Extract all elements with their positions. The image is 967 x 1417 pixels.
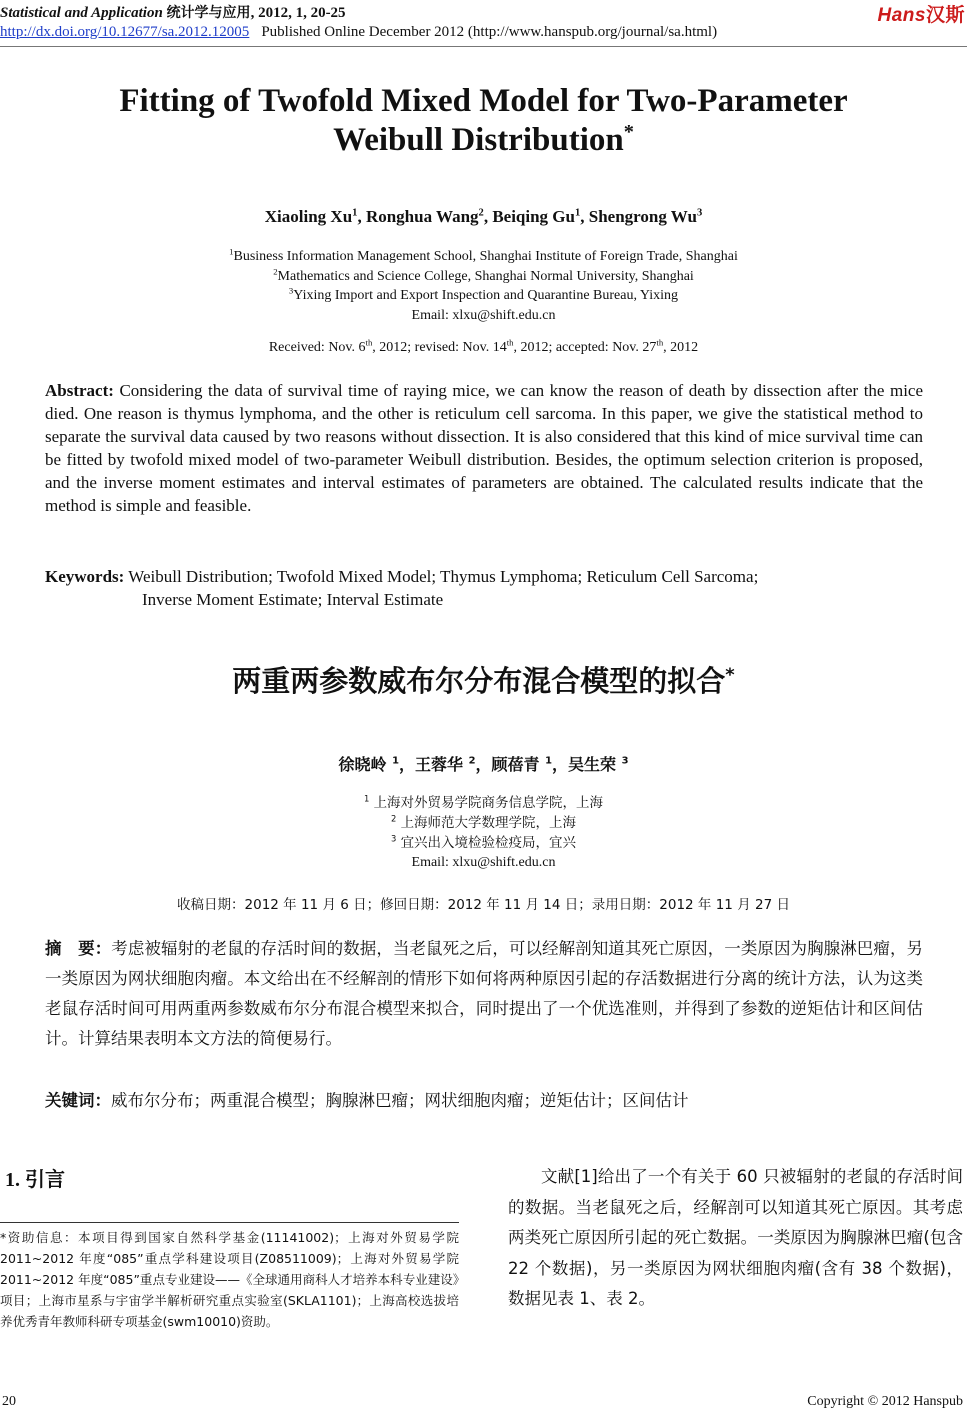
doi-link[interactable]: http://dx.doi.org/10.12677/sa.2012.12005 xyxy=(0,24,250,40)
keywords-label-cn: 关键词： xyxy=(45,1091,111,1110)
journal-name: Statistical and Application xyxy=(0,5,163,21)
author-list-cn: 徐晓岭 $^1$，王蓉华 $^2$，顾蓓青 $^1$，吴生荣 $^3$ xyxy=(338,755,629,774)
published-online: Published Online December 2012 (http://www.hanspub.org/journal/sa.html) xyxy=(261,24,718,40)
title-footnote-mark-cn: * xyxy=(725,664,735,686)
keywords-text-1: Weibull Distribution; Twofold Mixed Model; Thymus Lymphoma; Reticulum Cell Sarcoma; xyxy=(128,567,759,586)
received-dates-cn: 收稿日期：2012 年 11 月 6 日；修回日期：2012 年 11 月 14 日；录用日期：2012 年 11 月 27 日 xyxy=(177,897,790,913)
affiliation-3: $^3$Yixing Import and Export Inspection and Quarantine Bureau, Yixing xyxy=(288,285,679,303)
author-cn: 王蓉华 xyxy=(414,755,463,774)
abstract-text-cn: 考虑被辐射的老鼠的存活时间的数据，当老鼠死之后，可以经解剖知道其死亡原因，一类原因为胸腺淋巴瘤，另一类原因为网状细胞肉瘤。本文给出在不经解剖的情形下如何将两种原因引起的存活数据进行分离的统计方法，认为这类老鼠存活时间可用两重两参数威布尔分布混合模型来拟合，同时提出了一个优选准则，并得到了参数的逆矩估计和区间估计。计算结果表明本文方法的简便易行。 xyxy=(45,939,924,1048)
paper-title xyxy=(0,82,967,160)
keywords-text-2: Inverse Moment Estimate; Interval Estimate xyxy=(142,590,444,609)
volume-info: , 2012, 1, 20-25 xyxy=(250,5,346,21)
paper-title-cn: 两重两参数威布尔分布混合模型的拟合* xyxy=(232,664,735,698)
affiliation-cn-2: $^2$ 上海师范大学数理学院，上海 xyxy=(390,813,577,831)
author: Xiaoling Xu xyxy=(264,207,353,226)
copyright: Copyright © 2012 Hanspub xyxy=(807,1394,963,1409)
funding-footnote: *资助信息：本项目得到国家自然科学基金(11141002)；上海对外贸易学院 2011~2012 年度“085”重点学科建设项目(Z08511009)；上海对外贸易学院 2011~2012 年度“085”重点专业建设——《全球通用商科人才培养本科专业建设》项目；上海市星系与宇宙学半解析研究重点实验室(SKLA1101)；上海高校选拔培养优秀青年教师科研专项基金(swm10010)资助。 xyxy=(0,1230,459,1329)
affiliation-cn-3: $^3$ 宜兴出入境检验检疫局，宜兴 xyxy=(390,833,577,851)
abstract-label-cn: 摘 要： xyxy=(45,939,112,958)
author-cn: 徐晓岭 xyxy=(338,755,387,774)
doi-line xyxy=(0,24,717,41)
section-title: 引言 xyxy=(25,1167,65,1191)
body-paragraph: 文献[1]给出了一个有关于 60 只被辐射的老鼠的存活时间的数据。当老鼠死之后，经解剖可以知道其死亡原因。其考虑两类死亡原因所引起的死亡数据。一类原因为胸腺淋巴瘤(包含 22 个数据)，另一类原因为网状细胞肉瘤(含有 38 个数据)，数据见表 1、表 2。 xyxy=(508,1167,963,1308)
affiliations xyxy=(0,247,967,325)
abstract-en xyxy=(45,379,923,517)
author-cn: 顾蓓青 xyxy=(491,755,540,774)
received-dates: Received: Nov. 6th, 2012; revised: Nov. 14th, 2012; accepted: Nov. 27th, 2012 xyxy=(268,337,699,355)
keywords-label: Keywords: xyxy=(45,567,125,586)
footnote-divider xyxy=(0,1222,459,1223)
email: Email: xlxu@shift.edu.cn xyxy=(411,307,556,323)
section-number: 1. xyxy=(5,1169,20,1191)
journal-name-cn: 统计学与应用 xyxy=(166,5,251,21)
logo-text-en: Hans xyxy=(877,5,926,26)
abstract-text: Considering the data of survival time of raying mice, we can know the reason of death by dissection after the mice died. One reason is thymus lymphoma, and the other is reticulum cell sarcoma. In this paper, we give the statistical method to separate the survival data caused by two reasons without dissection. It is also considered that this kind of mice survival time can be fitted by twofold mixed model of two-parameter Weibull distribution. Besides, the optimum selection criterion is proposed, and the inverse moment estimates and interval estimates of parameters are obtained. The calculated results indicate that the method is simple and feasible. xyxy=(45,381,924,515)
author: Beiqing Gu xyxy=(492,207,575,226)
title-line-2: Weibull Distribution xyxy=(333,122,624,158)
affiliations-cn xyxy=(0,793,967,873)
author: Ronghua Wang xyxy=(365,207,479,226)
keywords-text-cn: 威布尔分布；两重混合模型；胸腺淋巴瘤；网状细胞肉瘤；逆矩估计；区间估计 xyxy=(111,1091,689,1110)
header-divider xyxy=(0,46,967,47)
title-line-1: Fitting of Twofold Mixed Model for Two-Parameter xyxy=(119,83,848,119)
title-footnote-mark: * xyxy=(623,121,634,143)
logo-text-cn: 汉斯 xyxy=(925,4,965,26)
author-list: Xiaoling Xu$^1$, Ronghua Wang$^2$, Beiqing Gu$^1$, Shengrong Wu$^3$ xyxy=(264,207,703,226)
abstract-cn xyxy=(45,934,923,1054)
affiliation-1: $^1$Business Information Management School, Shanghai Institute of Foreign Trade, Shanghai xyxy=(229,246,738,264)
affiliation-2: $^2$Mathematics and Science College, Shanghai Normal University, Shanghai xyxy=(273,265,694,284)
author: Shengrong Wu xyxy=(588,207,697,226)
abstract-label: Abstract: xyxy=(45,381,114,400)
affiliation-cn-1: $^1$ 上海对外贸易学院商务信息学院，上海 xyxy=(363,793,604,811)
page-number: 20 xyxy=(2,1394,16,1409)
section-heading xyxy=(5,1163,65,1192)
hanspub-logo xyxy=(878,0,965,27)
author-cn: 吴生荣 xyxy=(568,755,617,774)
keywords-en xyxy=(45,565,923,611)
keywords-cn xyxy=(45,1086,923,1116)
journal-header xyxy=(0,2,346,22)
email-cn: Email: xlxu@shift.edu.cn xyxy=(411,855,556,870)
